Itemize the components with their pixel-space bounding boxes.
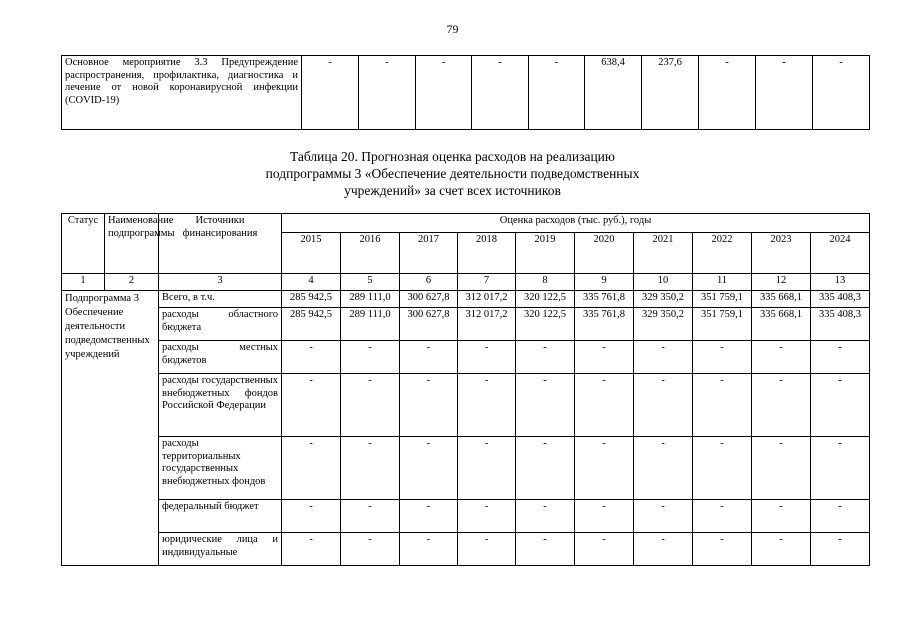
column-number: 10	[634, 274, 693, 291]
source-cell: расходы территориальных государственных внебюджетных фондов	[159, 437, 282, 500]
caption-line: Таблица 20. Прогнозная оценка расходов на реализацию	[290, 149, 615, 164]
table-cell: -	[458, 533, 516, 566]
table-row	[62, 533, 870, 566]
header-year: 2022	[693, 233, 752, 274]
table-cell: 285 942,5	[282, 291, 341, 308]
table-cell: 335 761,8	[575, 308, 634, 341]
table-cell: -	[400, 374, 458, 437]
table-cell: -	[811, 374, 870, 437]
header-year: 2021	[634, 233, 693, 274]
column-number: 1	[62, 274, 105, 291]
table-cell: 320 122,5	[516, 291, 575, 308]
table-cell: 289 111,0	[341, 291, 400, 308]
table-cell: -	[282, 374, 341, 437]
table-cell: -	[400, 533, 458, 566]
table-cell: 335 761,8	[575, 291, 634, 308]
table-cell: 289 111,0	[341, 308, 400, 341]
table-cell: -	[458, 341, 516, 374]
table-cell: 329 350,2	[634, 291, 693, 308]
table-cell: -	[693, 341, 752, 374]
header-year: 2023	[752, 233, 811, 274]
page-number: 79	[446, 22, 459, 36]
column-number: 13	[811, 274, 870, 291]
table-cell: -	[699, 56, 756, 130]
column-number: 2	[105, 274, 159, 291]
expense-estimate-table	[61, 213, 870, 566]
table-cell: 351 759,1	[693, 308, 752, 341]
table-cell: -	[693, 374, 752, 437]
column-number: 7	[458, 274, 516, 291]
table-cell: 335 668,1	[752, 308, 811, 341]
table-cell: 329 350,2	[634, 308, 693, 341]
table-cell: -	[282, 500, 341, 533]
table-cell: -	[516, 500, 575, 533]
header-year: 2015	[282, 233, 341, 274]
table-cell: -	[575, 341, 634, 374]
table-cell: -	[529, 56, 585, 130]
table-cell: -	[400, 500, 458, 533]
table-cell: -	[752, 374, 811, 437]
header-year: 2024	[811, 233, 870, 274]
header-year: 2020	[575, 233, 634, 274]
table-cell: -	[359, 56, 416, 130]
column-number: 4	[282, 274, 341, 291]
header-year: 2017	[400, 233, 458, 274]
column-number: 9	[575, 274, 634, 291]
table-cell: -	[634, 437, 693, 500]
table-cell: 335 668,1	[752, 291, 811, 308]
table-row	[62, 56, 870, 130]
table-cell: 335 408,3	[811, 291, 870, 308]
table-row	[62, 291, 870, 308]
table-cell: -	[516, 437, 575, 500]
table-cell: -	[516, 374, 575, 437]
source-cell: федеральный бюджет	[159, 500, 282, 533]
source-cell: расходы государственных внебюджетных фондов Российской Федерации	[159, 374, 282, 437]
table-cell: -	[811, 437, 870, 500]
table-cell: -	[575, 374, 634, 437]
table-cell: -	[634, 500, 693, 533]
table-cell: -	[752, 437, 811, 500]
table-cell: -	[341, 341, 400, 374]
table-cell: -	[634, 374, 693, 437]
table-cell: 285 942,5	[282, 308, 341, 341]
table-cell: -	[458, 500, 516, 533]
table-cell: -	[282, 533, 341, 566]
table-cell: -	[458, 437, 516, 500]
header-estimate: Оценка расходов (тыс. руб.), годы	[282, 214, 870, 233]
column-number: 8	[516, 274, 575, 291]
table-cell: -	[752, 500, 811, 533]
table-cell: -	[341, 533, 400, 566]
table-cell: -	[693, 437, 752, 500]
table-cell: -	[575, 500, 634, 533]
table-cell: 300 627,8	[400, 291, 458, 308]
top-continuation-table	[61, 55, 870, 130]
table-row	[62, 341, 870, 374]
table-cell: -	[282, 341, 341, 374]
table-row	[62, 437, 870, 500]
table-row	[62, 500, 870, 533]
table-cell: -	[416, 56, 472, 130]
header-name: Наименование подпрограммы	[105, 214, 159, 274]
table-cell: -	[516, 533, 575, 566]
table-cell: 237,6	[642, 56, 699, 130]
table-cell: -	[634, 533, 693, 566]
header-year: 2016	[341, 233, 400, 274]
table-cell: -	[472, 56, 529, 130]
header-year: 2018	[458, 233, 516, 274]
table-cell: 312 017,2	[458, 308, 516, 341]
header-status: Статус	[62, 214, 105, 274]
table-cell: -	[811, 341, 870, 374]
table-cell: -	[516, 341, 575, 374]
table-cell: -	[458, 374, 516, 437]
table-cell: -	[341, 437, 400, 500]
table-cell: 351 759,1	[693, 291, 752, 308]
column-number: 5	[341, 274, 400, 291]
header-year: 2019	[516, 233, 575, 274]
table-cell: 335 408,3	[811, 308, 870, 341]
table-cell: -	[813, 56, 870, 130]
table-cell: -	[752, 341, 811, 374]
table-row	[62, 308, 870, 341]
table-cell: -	[693, 533, 752, 566]
column-number: 12	[752, 274, 811, 291]
table-cell: -	[811, 533, 870, 566]
table-cell: 312 017,2	[458, 291, 516, 308]
table-cell: -	[302, 56, 359, 130]
table-caption	[0, 148, 905, 199]
table-cell: -	[400, 341, 458, 374]
column-number: 6	[400, 274, 458, 291]
source-cell: Всего, в т.ч.	[159, 291, 282, 308]
column-number-row	[62, 274, 870, 291]
caption-line: учреждений» за счет всех источников	[344, 183, 561, 198]
table-row	[62, 374, 870, 437]
table-cell: -	[282, 437, 341, 500]
table-cell: -	[752, 533, 811, 566]
header-row	[62, 214, 870, 233]
measure-label: Основное мероприятие 3.3 Предупреждение распространения, профилактика, диагностика и лечение от новой коронавирусной инфекции (COVID-19)	[62, 56, 302, 130]
table-cell: -	[693, 500, 752, 533]
table-cell: -	[634, 341, 693, 374]
column-number: 11	[693, 274, 752, 291]
table-cell: 638,4	[585, 56, 642, 130]
table-cell: 300 627,8	[400, 308, 458, 341]
table-cell: 320 122,5	[516, 308, 575, 341]
table-cell: -	[341, 500, 400, 533]
table-cell: -	[756, 56, 813, 130]
header-sources: Источники финансирования	[159, 214, 282, 274]
table-cell: -	[400, 437, 458, 500]
caption-line: подпрограммы 3 «Обеспечение деятельности подведомственных	[265, 166, 640, 181]
source-cell: расходы местных бюджетов	[159, 341, 282, 374]
column-number: 3	[159, 274, 282, 291]
table-cell: -	[811, 500, 870, 533]
table-cell: -	[575, 533, 634, 566]
program-status-cell: Подпрограмма 3 Обеспечение деятельности подведомственных учреждений	[62, 291, 159, 566]
table-cell: -	[341, 374, 400, 437]
source-cell: юридические лица и индивидуальные	[159, 533, 282, 566]
table-cell: -	[575, 437, 634, 500]
source-cell: расходы областного бюджета	[159, 308, 282, 341]
